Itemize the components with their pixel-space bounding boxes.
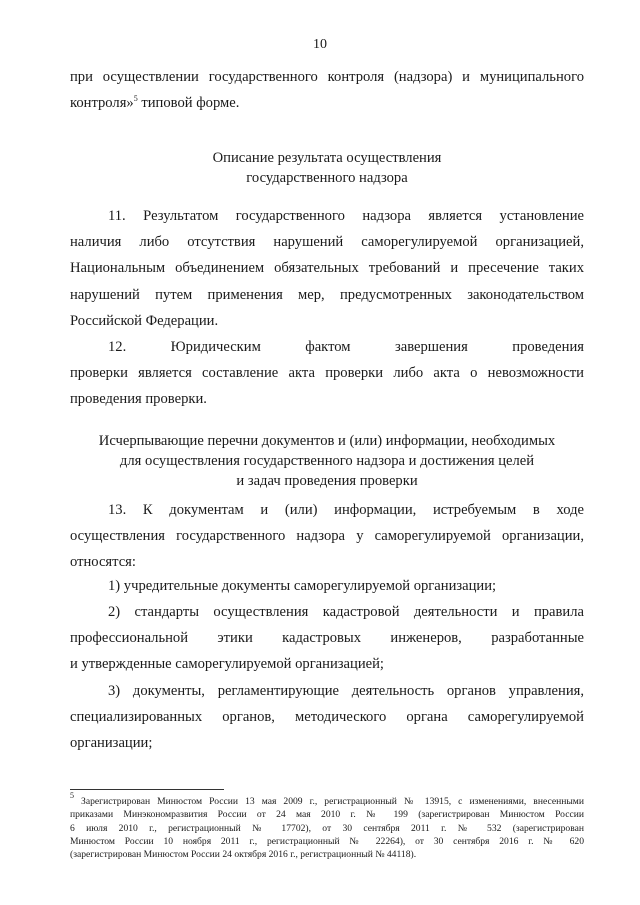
text-line: наличия либо отсутствия нарушений саморегулируемой организацией, bbox=[70, 234, 584, 251]
text-line: Российской Федерации. bbox=[70, 312, 219, 329]
footnote-line: Минюстом России 10 ноября 2011 г., регистрационный № 22264), от 30 сентября 2016 г. № 620 bbox=[70, 835, 584, 847]
text-line: 13. К документам и (или) информации, истребуемым в ходе bbox=[108, 502, 584, 518]
text-line: осуществления государственного надзора у саморегулируемой организации, bbox=[70, 528, 584, 545]
footnote-line: приказами Минэкономразвития России от 24 мая 2010 г. № 199 (зарегистрирован Минюстом России bbox=[70, 809, 584, 821]
footnote-line bbox=[70, 791, 584, 808]
text-line: проведения проверки. bbox=[70, 391, 207, 408]
paragraph-11 bbox=[70, 203, 584, 334]
paragraph-12 bbox=[70, 334, 584, 413]
text-line: при осуществлении государственного контроля (надзора) и муниципального bbox=[70, 69, 584, 85]
page-number: 10 bbox=[313, 37, 327, 52]
footnote-separator bbox=[70, 789, 224, 790]
text-line: 12. Юридическим фактом завершения проведения bbox=[108, 339, 584, 355]
footnote-text: Зарегистрирован Минюстом России 13 мая 2009 г., регистрационный № 13915, с изменениями, внесенными bbox=[74, 796, 584, 807]
text-line: 11. Результатом государственного надзора является установление bbox=[108, 208, 584, 224]
text-fragment: контроля» bbox=[70, 95, 134, 112]
text-line: и утвержденные саморегулируемой организацией; bbox=[70, 656, 384, 673]
intro-paragraph bbox=[70, 64, 584, 116]
heading-line: для осуществления государственного надзора и достижения целей bbox=[119, 453, 535, 469]
text-line: проверки является составление акта проверки либо акта о невозможности bbox=[70, 365, 584, 382]
text-line: относятся: bbox=[70, 554, 136, 571]
list-item-1 bbox=[70, 573, 584, 599]
footnote-line: (зарегистрирован Минюстом России 24 октября 2016 г., регистрационный № 44118). bbox=[70, 849, 417, 861]
footnote-marker: 5 bbox=[70, 791, 74, 800]
paragraph-13 bbox=[70, 497, 584, 576]
heading-line: Исчерпывающие перечни документов и (или) информации, необходимых bbox=[98, 433, 556, 449]
section-heading bbox=[70, 431, 584, 491]
text-line: 3) документы, регламентирующие деятельность органов управления, bbox=[108, 683, 584, 699]
text-line: 1) учредительные документы саморегулируемой организации; bbox=[108, 578, 497, 594]
text-line: 2) стандарты осуществления кадастровой деятельности и правила bbox=[108, 604, 584, 620]
text-fragment: типовой форме. bbox=[137, 95, 240, 112]
footnote bbox=[70, 791, 584, 861]
footnote-reference[interactable]: 5 bbox=[133, 94, 138, 104]
text-line: профессиональной этики кадастровых инженеров, разработанные bbox=[70, 630, 584, 647]
text-line: организации; bbox=[70, 735, 153, 752]
heading-line: Описание результата осуществления bbox=[212, 150, 442, 166]
heading-line: государственного надзора bbox=[246, 170, 408, 186]
text-line: Национальным объединением обязательных требований и пресечение таких bbox=[70, 260, 584, 277]
section-heading bbox=[70, 148, 584, 188]
text-line bbox=[70, 90, 584, 116]
text-line: нарушений путем применения мер, предусмотренных законодательством bbox=[70, 286, 584, 303]
list-item-3 bbox=[70, 678, 584, 757]
footnote-line: 6 июля 2010 г., регистрационный № 17702), от 30 сентября 2011 г. № 532 (зарегистрирован bbox=[70, 822, 584, 834]
text-line: специализированных органов, методического органа саморегулируемой bbox=[70, 709, 584, 726]
list-item-2 bbox=[70, 599, 584, 678]
heading-line: и задач проведения проверки bbox=[236, 473, 418, 489]
